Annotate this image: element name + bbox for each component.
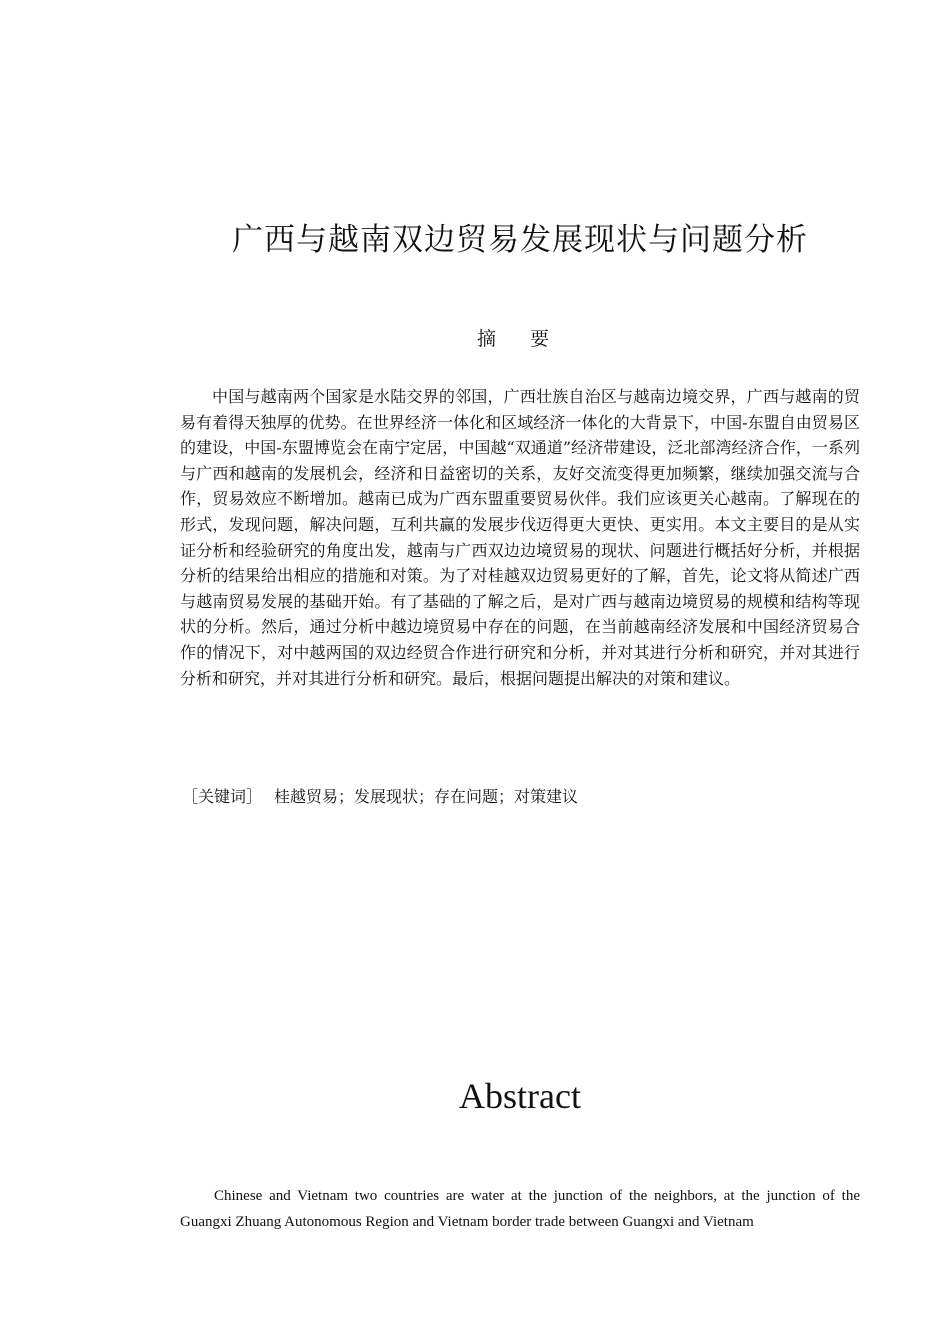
keywords-text: 桂越贸易；发展现状；存在问题；对策建议 [274, 787, 579, 806]
english-abstract-paragraph: Chinese and Vietnam two countries are water at the junction of the neighbors, at the junction of the Guangxi Zhuang Autonomous Region and Vietnam border trade between Guangxi and Vietnam [180, 1188, 860, 1230]
keywords-line [182, 784, 862, 810]
keywords-label: ［关键词］ [182, 787, 263, 806]
abstract-paragraph: 中国与越南两个国家是水陆交界的邻国，广西壮族自治区与越南边境交界，广西与越南的贸易有着得天独厚的优势。在世界经济一体化和区域经济一体化的大背景下，中国-东盟自由贸易区的建设，中国-东盟博览会在南宁定居，中国越“双通道”经济带建设，泛北部湾经济合作，一系列与广西和越南的发展机会，经济和日益密切的关系，友好交流变得更加频繁，继续加强交流与合作，贸易效应不断增加。越南已成为广西东盟重要贸易伙伴。我们应该更关心越南。了解现在的形式，发现问题，解决问题，互利共赢的发展步伐迈得更大更快、更实用。本文主要目的是从实证分析和经验研究的角度出发，越南与广西双边边境贸易的现状、问题进行概括好分析，并根据分析的结果给出相应的措施和对策。为了对桂越双边贸易更好的了解，首先，论文将从简述广西与越南贸易发展的基础开始。有了基础的了解之后，是对广西与越南边境贸易的规模和结构等现状的分析。然后，通过分析中越边境贸易中存在的问题，在当前越南经济发展和中国经济贸易合作的情况下，对中越两国的双边经贸合作进行研究和分析，并对其进行分析和研究，并对其进行分析和研究，并对其进行分析和研究。最后，根据问题提出解决的对策和建议。 [180, 387, 860, 688]
abstract-heading: 摘 要 [476, 328, 564, 350]
document-title: 广西与越南双边贸易发展现状与问题分析 [232, 222, 808, 258]
english-abstract-heading: Abstract [459, 1076, 581, 1116]
